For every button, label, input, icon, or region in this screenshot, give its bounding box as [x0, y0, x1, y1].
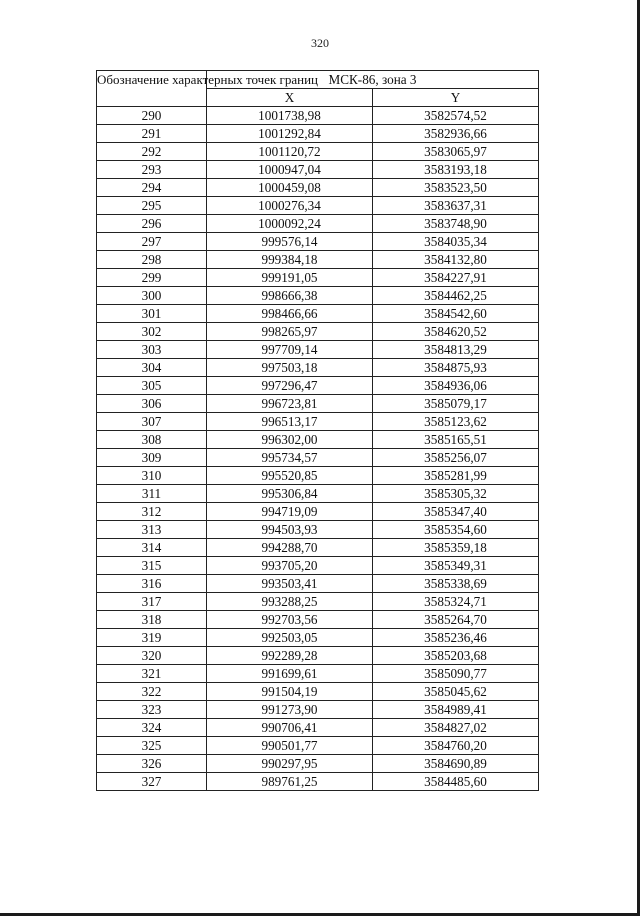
y-cell: 3584132,80: [373, 251, 539, 269]
point-cell: 290: [97, 107, 207, 125]
table-row: [97, 341, 539, 359]
y-cell: 3584542,60: [373, 305, 539, 323]
table-row: [97, 701, 539, 719]
y-cell: 3585079,17: [373, 395, 539, 413]
point-cell: 306: [97, 395, 207, 413]
x-cell: 990501,77: [207, 737, 373, 755]
x-cell: 989761,25: [207, 773, 373, 791]
y-cell: 3584760,20: [373, 737, 539, 755]
point-cell: 308: [97, 431, 207, 449]
table-row: [97, 557, 539, 575]
x-cell: 997503,18: [207, 359, 373, 377]
x-cell: 995520,85: [207, 467, 373, 485]
y-cell: 3584875,93: [373, 359, 539, 377]
y-cell: 3583193,18: [373, 161, 539, 179]
table-row: [97, 197, 539, 215]
table-row: [97, 737, 539, 755]
table-row: [97, 395, 539, 413]
y-cell: 3585281,99: [373, 467, 539, 485]
y-cell: 3584620,52: [373, 323, 539, 341]
x-cell: 991273,90: [207, 701, 373, 719]
y-cell: 3583637,31: [373, 197, 539, 215]
x-cell: 997296,47: [207, 377, 373, 395]
x-cell: 1000092,24: [207, 215, 373, 233]
x-cell: 991699,61: [207, 665, 373, 683]
point-cell: 305: [97, 377, 207, 395]
point-cell: 291: [97, 125, 207, 143]
y-cell: 3585347,40: [373, 503, 539, 521]
y-cell: 3585264,70: [373, 611, 539, 629]
y-cell: 3585305,32: [373, 485, 539, 503]
x-cell: 991504,19: [207, 683, 373, 701]
y-cell: 3585090,77: [373, 665, 539, 683]
header-point-label: Обозначение характерных точек границ: [97, 71, 207, 107]
table-row: [97, 539, 539, 557]
x-cell: 1000947,04: [207, 161, 373, 179]
point-cell: 321: [97, 665, 207, 683]
point-cell: 325: [97, 737, 207, 755]
point-cell: 297: [97, 233, 207, 251]
table-row: [97, 683, 539, 701]
y-cell: 3583523,50: [373, 179, 539, 197]
table-row: [97, 269, 539, 287]
point-cell: 310: [97, 467, 207, 485]
x-cell: 998666,38: [207, 287, 373, 305]
table-row: [97, 125, 539, 143]
coordinates-table: [96, 70, 539, 791]
header-coordinate-system: МСК-86, зона 3: [207, 71, 539, 89]
table-row: [97, 305, 539, 323]
table-row: [97, 719, 539, 737]
x-cell: 999576,14: [207, 233, 373, 251]
point-cell: 311: [97, 485, 207, 503]
y-cell: 3585324,71: [373, 593, 539, 611]
x-cell: 995306,84: [207, 485, 373, 503]
x-cell: 1001120,72: [207, 143, 373, 161]
x-cell: 995734,57: [207, 449, 373, 467]
point-cell: 292: [97, 143, 207, 161]
point-cell: 296: [97, 215, 207, 233]
table-row: [97, 161, 539, 179]
point-cell: 312: [97, 503, 207, 521]
table-row: [97, 773, 539, 791]
x-cell: 993288,25: [207, 593, 373, 611]
table-row: [97, 521, 539, 539]
point-cell: 315: [97, 557, 207, 575]
header-x: X: [207, 89, 373, 107]
x-cell: 1001292,84: [207, 125, 373, 143]
x-cell: 990706,41: [207, 719, 373, 737]
x-cell: 996723,81: [207, 395, 373, 413]
x-cell: 993503,41: [207, 575, 373, 593]
point-cell: 313: [97, 521, 207, 539]
y-cell: 3584936,06: [373, 377, 539, 395]
y-cell: 3584035,34: [373, 233, 539, 251]
y-cell: 3584690,89: [373, 755, 539, 773]
point-cell: 299: [97, 269, 207, 287]
table-row: [97, 143, 539, 161]
point-cell: 319: [97, 629, 207, 647]
point-cell: 303: [97, 341, 207, 359]
y-cell: 3585123,62: [373, 413, 539, 431]
table-row: [97, 665, 539, 683]
x-cell: 999191,05: [207, 269, 373, 287]
y-cell: 3584989,41: [373, 701, 539, 719]
y-cell: 3585045,62: [373, 683, 539, 701]
table-row: [97, 107, 539, 125]
table-row: [97, 449, 539, 467]
point-cell: 317: [97, 593, 207, 611]
table-row: [97, 611, 539, 629]
point-cell: 322: [97, 683, 207, 701]
y-cell: 3583748,90: [373, 215, 539, 233]
table-row: [97, 251, 539, 269]
y-cell: 3584485,60: [373, 773, 539, 791]
y-cell: 3583065,97: [373, 143, 539, 161]
x-cell: 999384,18: [207, 251, 373, 269]
point-cell: 323: [97, 701, 207, 719]
y-cell: 3585349,31: [373, 557, 539, 575]
table-row: [97, 593, 539, 611]
point-cell: 324: [97, 719, 207, 737]
x-cell: 992503,05: [207, 629, 373, 647]
y-cell: 3585236,46: [373, 629, 539, 647]
x-cell: 998265,97: [207, 323, 373, 341]
point-cell: 304: [97, 359, 207, 377]
x-cell: 997709,14: [207, 341, 373, 359]
point-cell: 318: [97, 611, 207, 629]
point-cell: 302: [97, 323, 207, 341]
y-cell: 3585203,68: [373, 647, 539, 665]
point-cell: 295: [97, 197, 207, 215]
x-cell: 1001738,98: [207, 107, 373, 125]
x-cell: 994288,70: [207, 539, 373, 557]
point-cell: 300: [97, 287, 207, 305]
point-cell: 298: [97, 251, 207, 269]
x-cell: 998466,66: [207, 305, 373, 323]
point-cell: 326: [97, 755, 207, 773]
table-row: [97, 215, 539, 233]
table-row: [97, 377, 539, 395]
table-row: [97, 359, 539, 377]
point-cell: 314: [97, 539, 207, 557]
x-cell: 1000276,34: [207, 197, 373, 215]
table-row: [97, 233, 539, 251]
x-cell: 992703,56: [207, 611, 373, 629]
table-body: [97, 107, 539, 791]
point-cell: 316: [97, 575, 207, 593]
y-cell: 3584813,29: [373, 341, 539, 359]
y-cell: 3582574,52: [373, 107, 539, 125]
point-cell: 301: [97, 305, 207, 323]
x-cell: 996513,17: [207, 413, 373, 431]
table-header: [97, 71, 539, 107]
y-cell: 3582936,66: [373, 125, 539, 143]
point-cell: 320: [97, 647, 207, 665]
table-row: [97, 629, 539, 647]
point-cell: 309: [97, 449, 207, 467]
x-cell: 993705,20: [207, 557, 373, 575]
x-cell: 996302,00: [207, 431, 373, 449]
x-cell: 994719,09: [207, 503, 373, 521]
point-cell: 327: [97, 773, 207, 791]
y-cell: 3585338,69: [373, 575, 539, 593]
y-cell: 3585354,60: [373, 521, 539, 539]
x-cell: 994503,93: [207, 521, 373, 539]
x-cell: 1000459,08: [207, 179, 373, 197]
table-row: [97, 287, 539, 305]
point-cell: 307: [97, 413, 207, 431]
x-cell: 992289,28: [207, 647, 373, 665]
y-cell: 3585256,07: [373, 449, 539, 467]
table-row: [97, 755, 539, 773]
table-row: [97, 485, 539, 503]
y-cell: 3584827,02: [373, 719, 539, 737]
point-cell: 293: [97, 161, 207, 179]
table-row: [97, 503, 539, 521]
y-cell: 3584227,91: [373, 269, 539, 287]
point-cell: 294: [97, 179, 207, 197]
y-cell: 3584462,25: [373, 287, 539, 305]
table-row: [97, 413, 539, 431]
table-row: [97, 323, 539, 341]
table-row: [97, 467, 539, 485]
table-row: [97, 575, 539, 593]
page-number: 320: [311, 36, 329, 50]
x-cell: 990297,95: [207, 755, 373, 773]
y-cell: 3585359,18: [373, 539, 539, 557]
table-row: [97, 647, 539, 665]
header-y: Y: [373, 89, 539, 107]
table-row: [97, 431, 539, 449]
y-cell: 3585165,51: [373, 431, 539, 449]
table-row: [97, 179, 539, 197]
